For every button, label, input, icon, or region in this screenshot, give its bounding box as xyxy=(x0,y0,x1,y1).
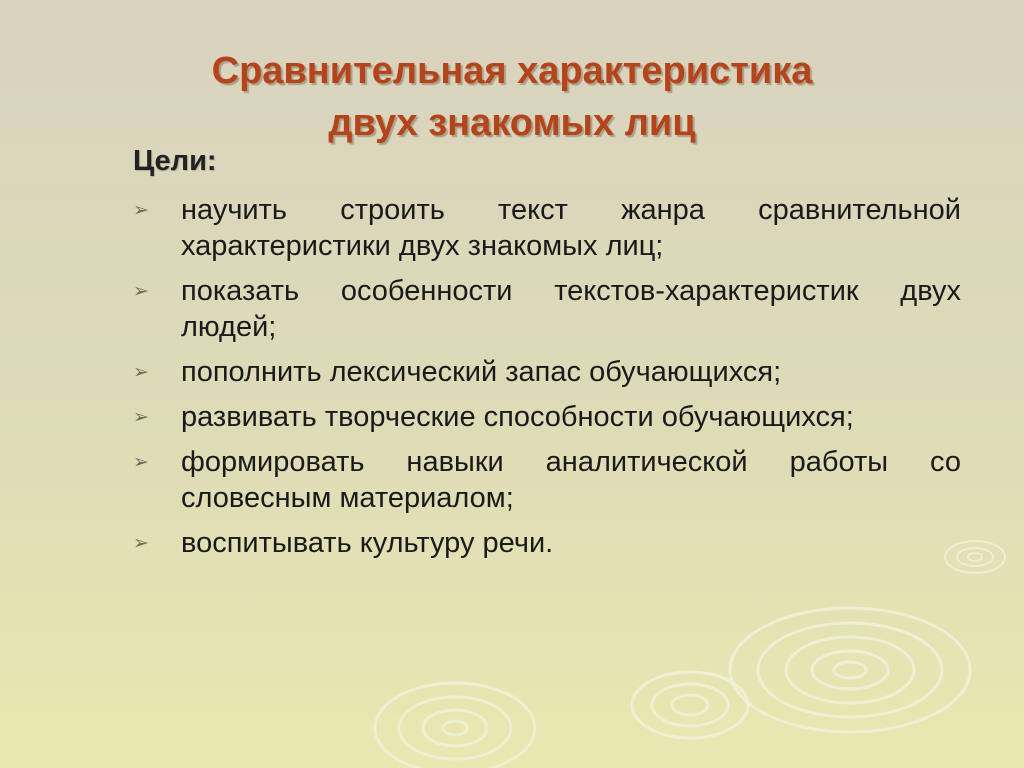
arrowhead-bullet-icon: ➢ xyxy=(133,451,149,473)
goal-item xyxy=(133,354,961,390)
arrowhead-bullet-icon: ➢ xyxy=(133,199,149,221)
goal-text: воспитывать культуру речи. xyxy=(181,527,554,559)
arrowhead-bullet-icon: ➢ xyxy=(133,532,149,554)
slide-title xyxy=(100,45,924,149)
slide-title-line-2: двух знакомых лиц xyxy=(328,102,696,145)
goal-text: пополнить лексический запас обучающихся; xyxy=(181,356,782,388)
goal-item xyxy=(133,192,961,264)
goal-item xyxy=(133,444,961,516)
arrowhead-bullet-icon: ➢ xyxy=(133,361,149,383)
goal-text: развивать творческие способности обучающихся; xyxy=(181,401,854,433)
arrowhead-bullet-icon: ➢ xyxy=(133,280,149,302)
goals-list xyxy=(133,192,961,570)
goals-heading: Цели: xyxy=(133,145,217,177)
goal-item xyxy=(133,273,961,345)
ripple-middle xyxy=(632,672,748,738)
goal-item xyxy=(133,399,961,435)
arrowhead-bullet-icon: ➢ xyxy=(133,406,149,428)
goal-text: формировать навыки аналитической работы со словесным материалом; xyxy=(181,446,961,514)
ripple-bottom-left xyxy=(375,683,535,768)
slide-title-line-1: Сравнительная характеристика xyxy=(211,50,813,93)
goal-text: научить строить текст жанра сравнительной характеристики двух знакомых лиц; xyxy=(181,194,961,262)
goal-item xyxy=(133,525,961,561)
ripple-large-right xyxy=(730,608,970,732)
goal-text: показать особенности текстов-характеристик двух людей; xyxy=(181,275,961,343)
